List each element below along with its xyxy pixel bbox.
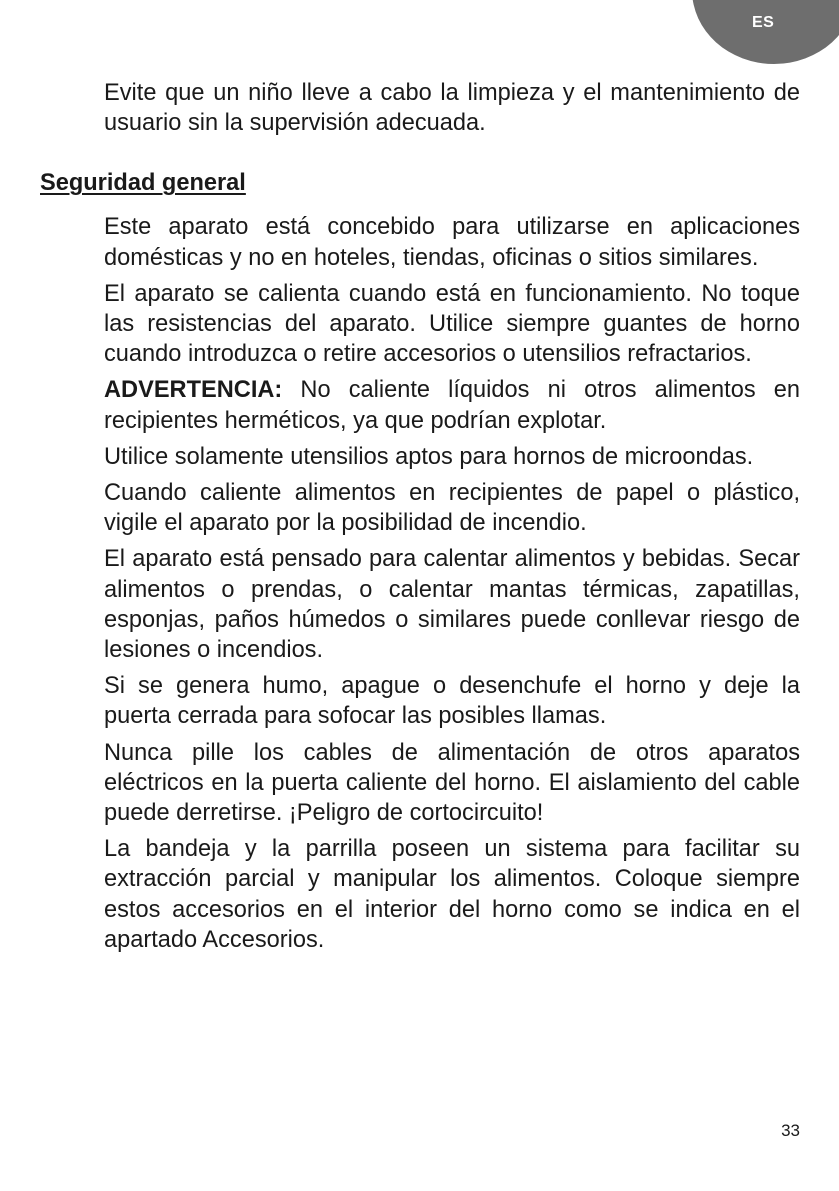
safety-paragraph-domestic-use: Este aparato está concebido para utilizarse en aplicaciones domésticas y no en hoteles, tiendas, oficinas o sitios similares. (104, 214, 800, 271)
warning-paragraph (104, 375, 800, 435)
safety-paragraph-utensils: Utilice solamente utensilios aptos para hornos de microondas. (104, 443, 754, 470)
warning-label: ADVERTENCIA: (104, 377, 283, 404)
safety-paragraph-smoke: Si se genera humo, apague o desenchufe el horno y deje la puerta cerrada para sofocar las posibles llamas. (104, 673, 800, 730)
language-badge: ES (752, 14, 775, 31)
safety-paragraph-heat: El aparato se calienta cuando está en funcionamiento. No toque las resistencias del aparato. Utilice siempre guantes de horno cuando introduzca o retire accesorios o utensilios refractarios. (104, 280, 800, 368)
intro-paragraph: Evite que un niño lleve a cabo la limpieza y el mantenimiento de usuario sin la supervisión adecuada. (104, 80, 800, 137)
safety-paragraph-cables: Nunca pille los cables de alimentación de otros aparatos eléctricos en la puerta caliente del horno. El aislamiento del cable puede derretirse. ¡Peligro de cortocircuito! (104, 739, 800, 827)
page-number: 33 (781, 1121, 800, 1140)
safety-paragraph-intended-use: El aparato está pensado para calentar alimentos y bebidas. Secar alimentos o prendas, o calentar mantas térmicas, zapatillas, esponjas, paños húmedos o similares puede conllevar riesgo de lesiones o incendios. (104, 546, 800, 664)
warning-text: No caliente líquidos ni otros alimentos en recipientes herméticos, ya que podrían explotar. (104, 377, 800, 434)
page-content (0, 78, 839, 961)
language-tab (692, 0, 839, 64)
safety-paragraph-accessories: La bandeja y la parrilla poseen un sistema para facilitar su extracción parcial y manipular los alimentos. Coloque siempre estos accesorios en el interior del horno como se indica en el apartado Accesorios. (104, 836, 800, 953)
section-heading: Seguridad general (40, 170, 246, 197)
safety-list (0, 212, 839, 955)
safety-paragraph-paper-plastic: Cuando caliente alimentos en recipientes de papel o plástico, vigile el aparato por la posibilidad de incendio. (104, 480, 800, 537)
